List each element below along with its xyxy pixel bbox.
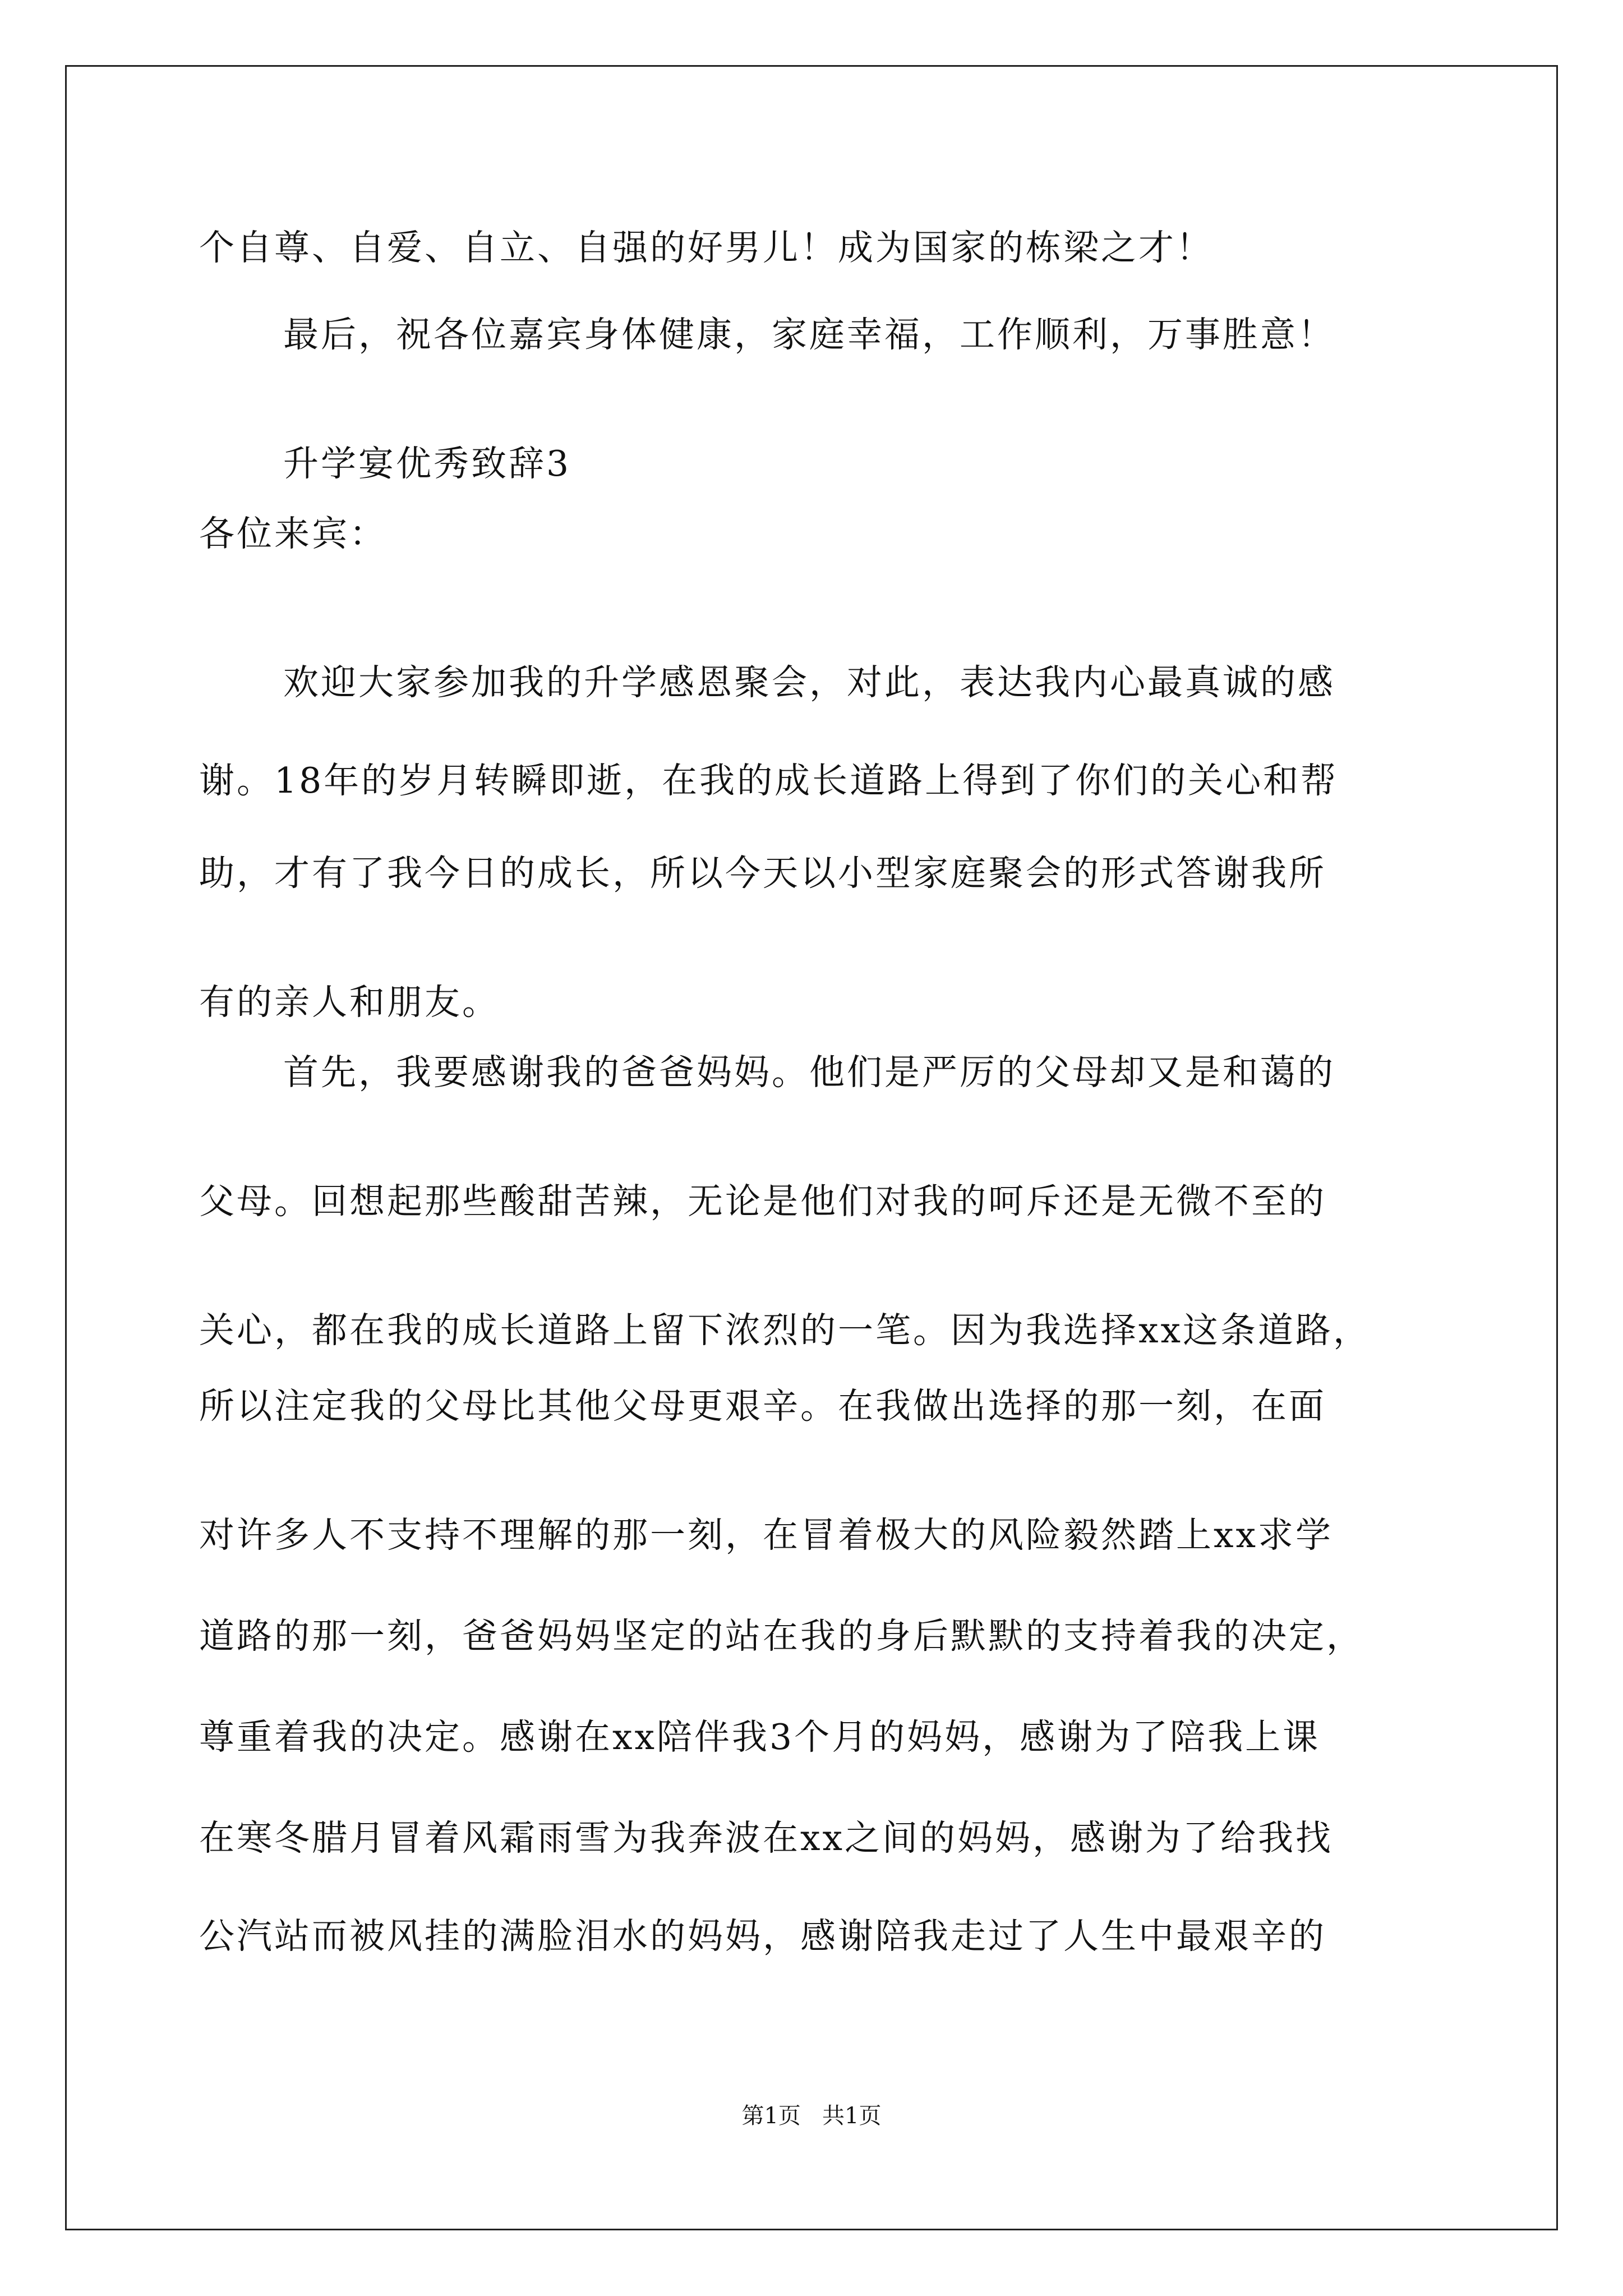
text-line: 有的亲人和朋友。 <box>199 982 500 1023</box>
text-line: 道路的那一刻，爸爸妈妈坚定的站在我的身后默默的支持着我的决定， <box>199 1616 1364 1657</box>
page-footer: 第1页 共1页 <box>741 2103 882 2129</box>
page-border <box>65 65 1558 2230</box>
salutation-line: 各位来宾： <box>199 513 387 554</box>
text-line: 谢。18年的岁月转瞬即逝，在我的成长道路上得到了你们的关心和帮 <box>199 760 1339 801</box>
text-line: 最后，祝各位嘉宾身体健康，家庭幸福，工作顺利，万事胜意！ <box>283 314 1335 355</box>
text-line: 个自尊、自爱、自立、自强的好男儿！成为国家的栋梁之才！ <box>199 227 1214 268</box>
text-line: 所以注定我的父母比其他父母更艰辛。在我做出选择的那一刻，在面 <box>199 1386 1326 1427</box>
text-line: 在寒冬腊月冒着风霜雨雪为我奔波在xx之间的妈妈，感谢为了给我找 <box>199 1818 1334 1858</box>
text-line: 首先，我要感谢我的爸爸妈妈。他们是严厉的父母却又是和蔼的 <box>283 1052 1335 1093</box>
text-line: 父母。回想起那些酸甜苦辣，无论是他们对我的呵斥还是无微不至的 <box>199 1181 1326 1222</box>
text-line: 关心，都在我的成长道路上留下浓烈的一笔。因为我选择xx这条道路， <box>199 1310 1371 1351</box>
text-line: 助，才有了我今日的成长，所以今天以小型家庭聚会的形式答谢我所 <box>199 853 1326 894</box>
text-line: 对许多人不支持不理解的那一刻，在冒着极大的风险毅然踏上xx求学 <box>199 1515 1334 1556</box>
heading-line: 升学宴优秀致辞3 <box>283 443 571 484</box>
text-line: 尊重着我的决定。感谢在xx陪伴我3个月的妈妈，感谢为了陪我上课 <box>199 1717 1321 1757</box>
text-line: 欢迎大家参加我的升学感恩聚会，对此，表达我内心最真诚的感 <box>283 662 1335 703</box>
text-line: 公汽站而被风挂的满脸泪水的妈妈，感谢陪我走过了人生中最艰辛的 <box>199 1916 1326 1957</box>
